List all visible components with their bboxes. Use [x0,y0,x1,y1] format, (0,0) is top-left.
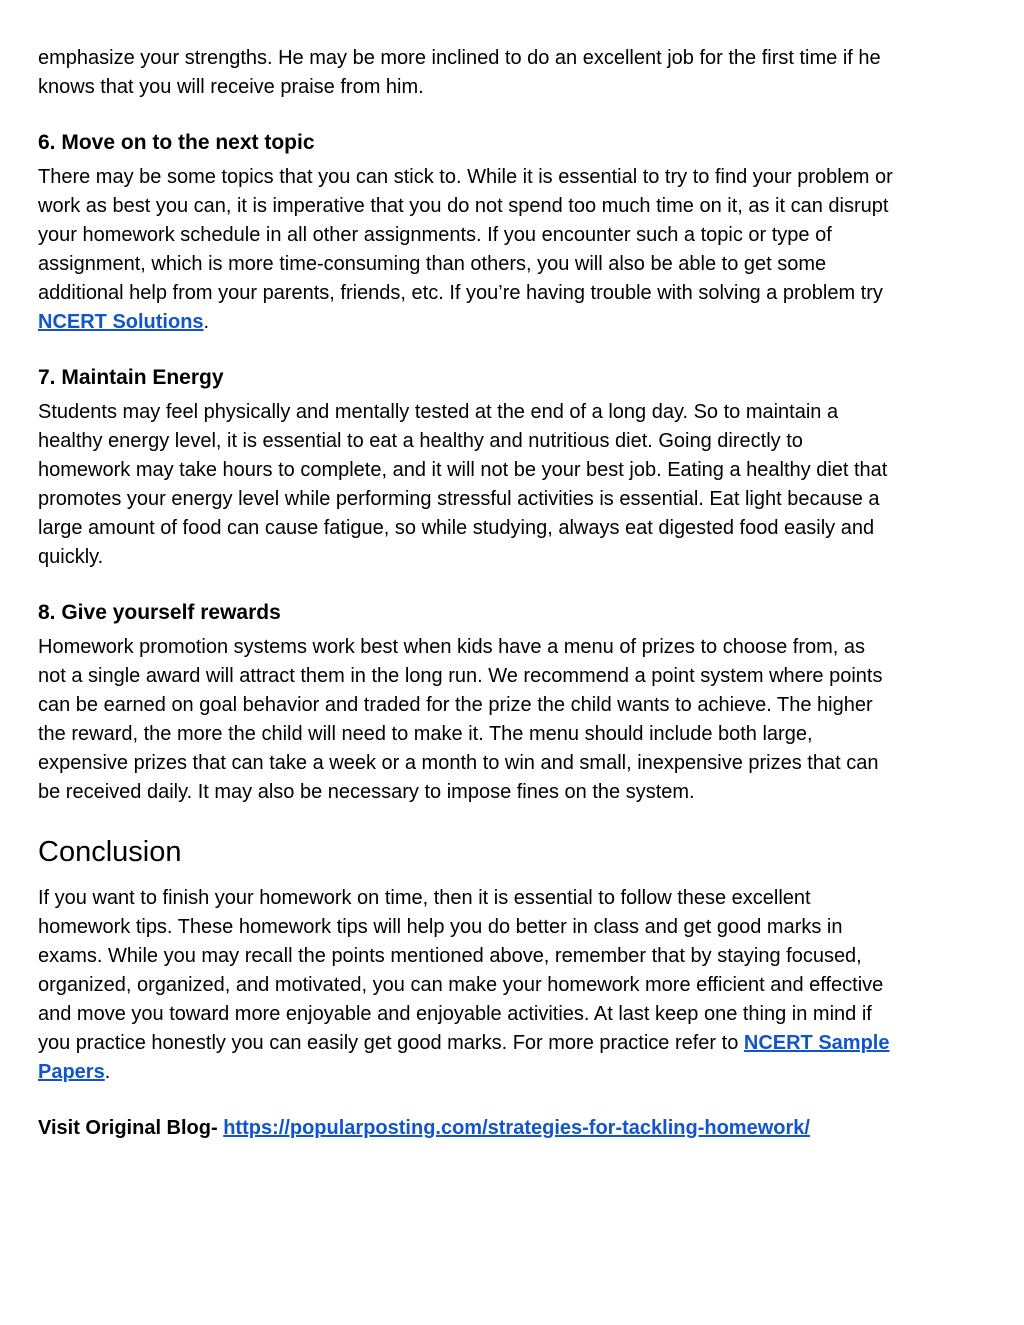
section-7-heading: 7. Maintain Energy [38,366,224,389]
ncert-sample-papers-link[interactable]: NCERT Sample Papers [38,1032,890,1083]
conclusion-text: If you want to finish your homework on time, then it is essential to follow these excellent homework tips. These homework tips will help you do better in class and get good marks in exams. While you may recall the points mentioned above, remember that by staying focused, organized, organized, and motivated, you can make your homework more efficient and effective and move you toward more enjoyable and enjoyable activities. At last keep one thing in mind if you practice honestly you can easily get good marks. For more practice refer to [38,887,884,1054]
visit-original-blog [38,1114,898,1143]
document-page [38,44,898,1143]
intro-paragraph: emphasize your strengths. He may be more inclined to do an excellent job for the first time if he knows that you will receive praise from him. [38,47,881,98]
conclusion-heading: Conclusion [38,836,182,868]
section-6-period: . [203,311,210,333]
conclusion-paragraph [38,884,898,1087]
visit-label: Visit Original Blog- [38,1117,224,1139]
section-6-heading: 6. Move on to the next topic [38,131,315,154]
section-8-paragraph: Homework promotion systems work best when kids have a menu of prizes to choose from, as not a single award will attract them in the long run. We recommend a point system where points can be earned on goal behavior and traded for the prize the child wants to achieve. The higher the reward, the more the child will need to make it. The menu should include both large, expensive prizes that can take a week or a month to win and small, inexpensive prizes that can be received daily. It may also be necessary to impose fines on the system. [38,636,883,803]
ncert-solutions-link[interactable]: NCERT Solutions [38,311,204,333]
section-6-paragraph [38,163,898,337]
section-6-text: There may be some topics that you can stick to. While it is essential to try to find your problem or work as best you can, it is imperative that you do not spend too much time on it, as it can disrupt your homework schedule in all other assignments. If you encounter such a topic or type of assignment, which is more time-consuming than others, you will also be able to get some additional help from your parents, friends, etc. If you’re having trouble with solving a problem try [38,166,893,304]
section-8-heading: 8. Give yourself rewards [38,601,281,624]
original-blog-link[interactable]: https://popularposting.com/strategies-for-tackling-homework/ [223,1117,810,1139]
conclusion-period: . [104,1061,111,1083]
section-7-paragraph: Students may feel physically and mentally tested at the end of a long day. So to maintain a healthy energy level, it is essential to eat a healthy and nutritious diet. Going directly to homework may take hours to complete, and it will not be your best job. Eating a healthy diet that promotes your energy level while performing stressful activities is essential. Eat light because a large amount of food can cause fatigue, so while studying, always eat digested food easily and quickly. [38,401,888,568]
